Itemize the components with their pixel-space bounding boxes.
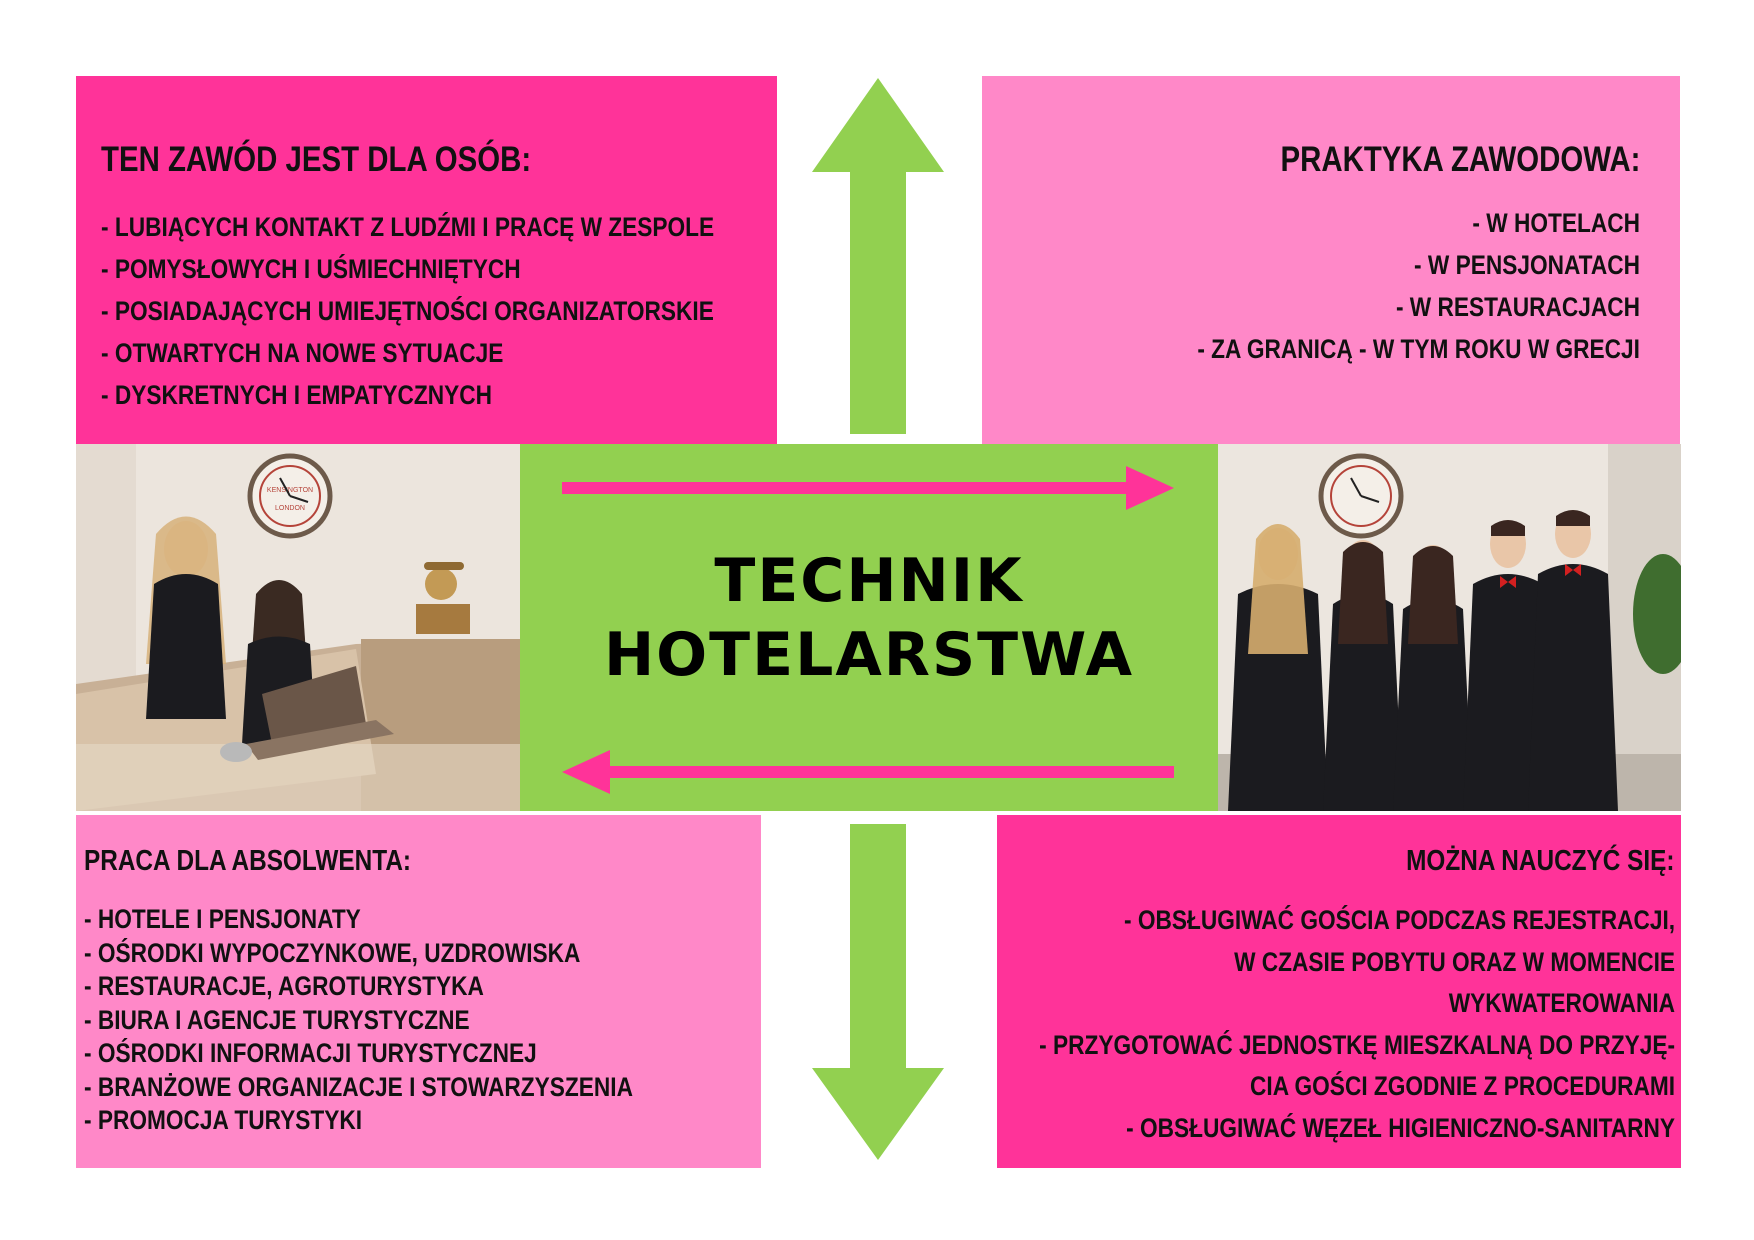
photo-reception-desk: [76, 444, 520, 811]
list-item: CIA GOŚCI ZGODNIE Z PROCEDURAMI: [1249, 1071, 1675, 1101]
list-item: - DYSKRETNYCH I EMPATYCZNYCH: [101, 380, 493, 410]
main-heading: [520, 544, 1218, 692]
list-item: - RESTAURACJE, AGROTURYSTYKA: [84, 971, 484, 1001]
right-arrow-icon: [562, 466, 1176, 510]
list-item: - W PENSJONATACH: [1414, 250, 1640, 280]
list-item: - OŚRODKI WYPOCZYNKOWE, UZDROWISKA: [84, 937, 581, 968]
center-title-panel: [520, 444, 1218, 811]
list-item: - BIURA I AGENCJE TURYSTYCZNE: [84, 1004, 470, 1035]
list-item: - OBSŁUGIWAĆ GOŚCIA PODCZAS REJESTRACJI,: [1123, 905, 1675, 935]
panel-title: PRACA DLA ABSOLWENTA:: [84, 845, 412, 877]
heading-line-1: TECHNIK: [714, 546, 1024, 616]
bullet-list: [84, 903, 738, 1138]
bullet-list: [1113, 202, 1640, 370]
panel-title: MOŻNA NAUCZYĆ SIĘ:: [1406, 845, 1675, 877]
list-item: - OBSŁUGIWAĆ WĘZEŁ HIGIENICZNO-SANITARNY: [1126, 1112, 1675, 1143]
photo-students-group: [1218, 444, 1681, 811]
panel-skills: [997, 815, 1681, 1168]
list-item: - W RESTAURACJACH: [1395, 292, 1640, 322]
list-item: - PRZYGOTOWAĆ JEDNOSTKĘ MIESZKALNĄ DO PRZYJĘ-: [1039, 1029, 1675, 1060]
clock-city: LONDON: [275, 505, 305, 512]
list-item: - POSIADAJĄCYCH UMIEJĘTNOŚCI ORGANIZATORSKIE: [101, 296, 714, 326]
bullet-list: [101, 206, 831, 416]
panel-internship: [982, 76, 1680, 444]
up-arrow-icon: [810, 76, 946, 436]
list-item: - W HOTELACH: [1472, 208, 1640, 238]
list-item: - BRANŻOWE ORGANIZACJE I STOWARZYSZENIA: [84, 1071, 633, 1102]
panel-graduate-jobs: [76, 815, 761, 1168]
left-arrow-icon: [562, 750, 1176, 794]
list-item: - PROMOCJA TURYSTYKI: [84, 1105, 363, 1135]
bullet-list: [918, 900, 1675, 1149]
panel-title: TEN ZAWÓD JEST DLA OSÓB:: [101, 140, 532, 179]
list-item: - LUBIĄCYCH KONTAKT Z LUDŹMI I PRACĘ W ZESPOLE: [101, 212, 715, 242]
list-item: - OŚRODKI INFORMACJI TURYSTYCZNEJ: [84, 1038, 537, 1068]
list-item: - ZA GRANICĄ - W TYM ROKU W GRECJI: [1197, 334, 1640, 364]
list-item: - POMYSŁOWYCH I UŚMIECHNIĘTYCH: [101, 254, 521, 284]
list-item: WYKWATEROWANIA: [1448, 988, 1675, 1018]
clock-brand: KENSINGTON: [266, 487, 314, 494]
list-item: - OTWARTYCH NA NOWE SYTUACJE: [101, 338, 504, 368]
list-item: - HOTELE I PENSJONATY: [84, 904, 361, 934]
panel-title: PRAKTYKA ZAWODOWA:: [1280, 140, 1640, 179]
panel-for-whom: [76, 76, 777, 444]
list-item: W CZASIE POBYTU ORAZ W MOMENCIE: [1234, 946, 1675, 977]
heading-line-2: HOTELARSTWA: [603, 620, 1135, 690]
